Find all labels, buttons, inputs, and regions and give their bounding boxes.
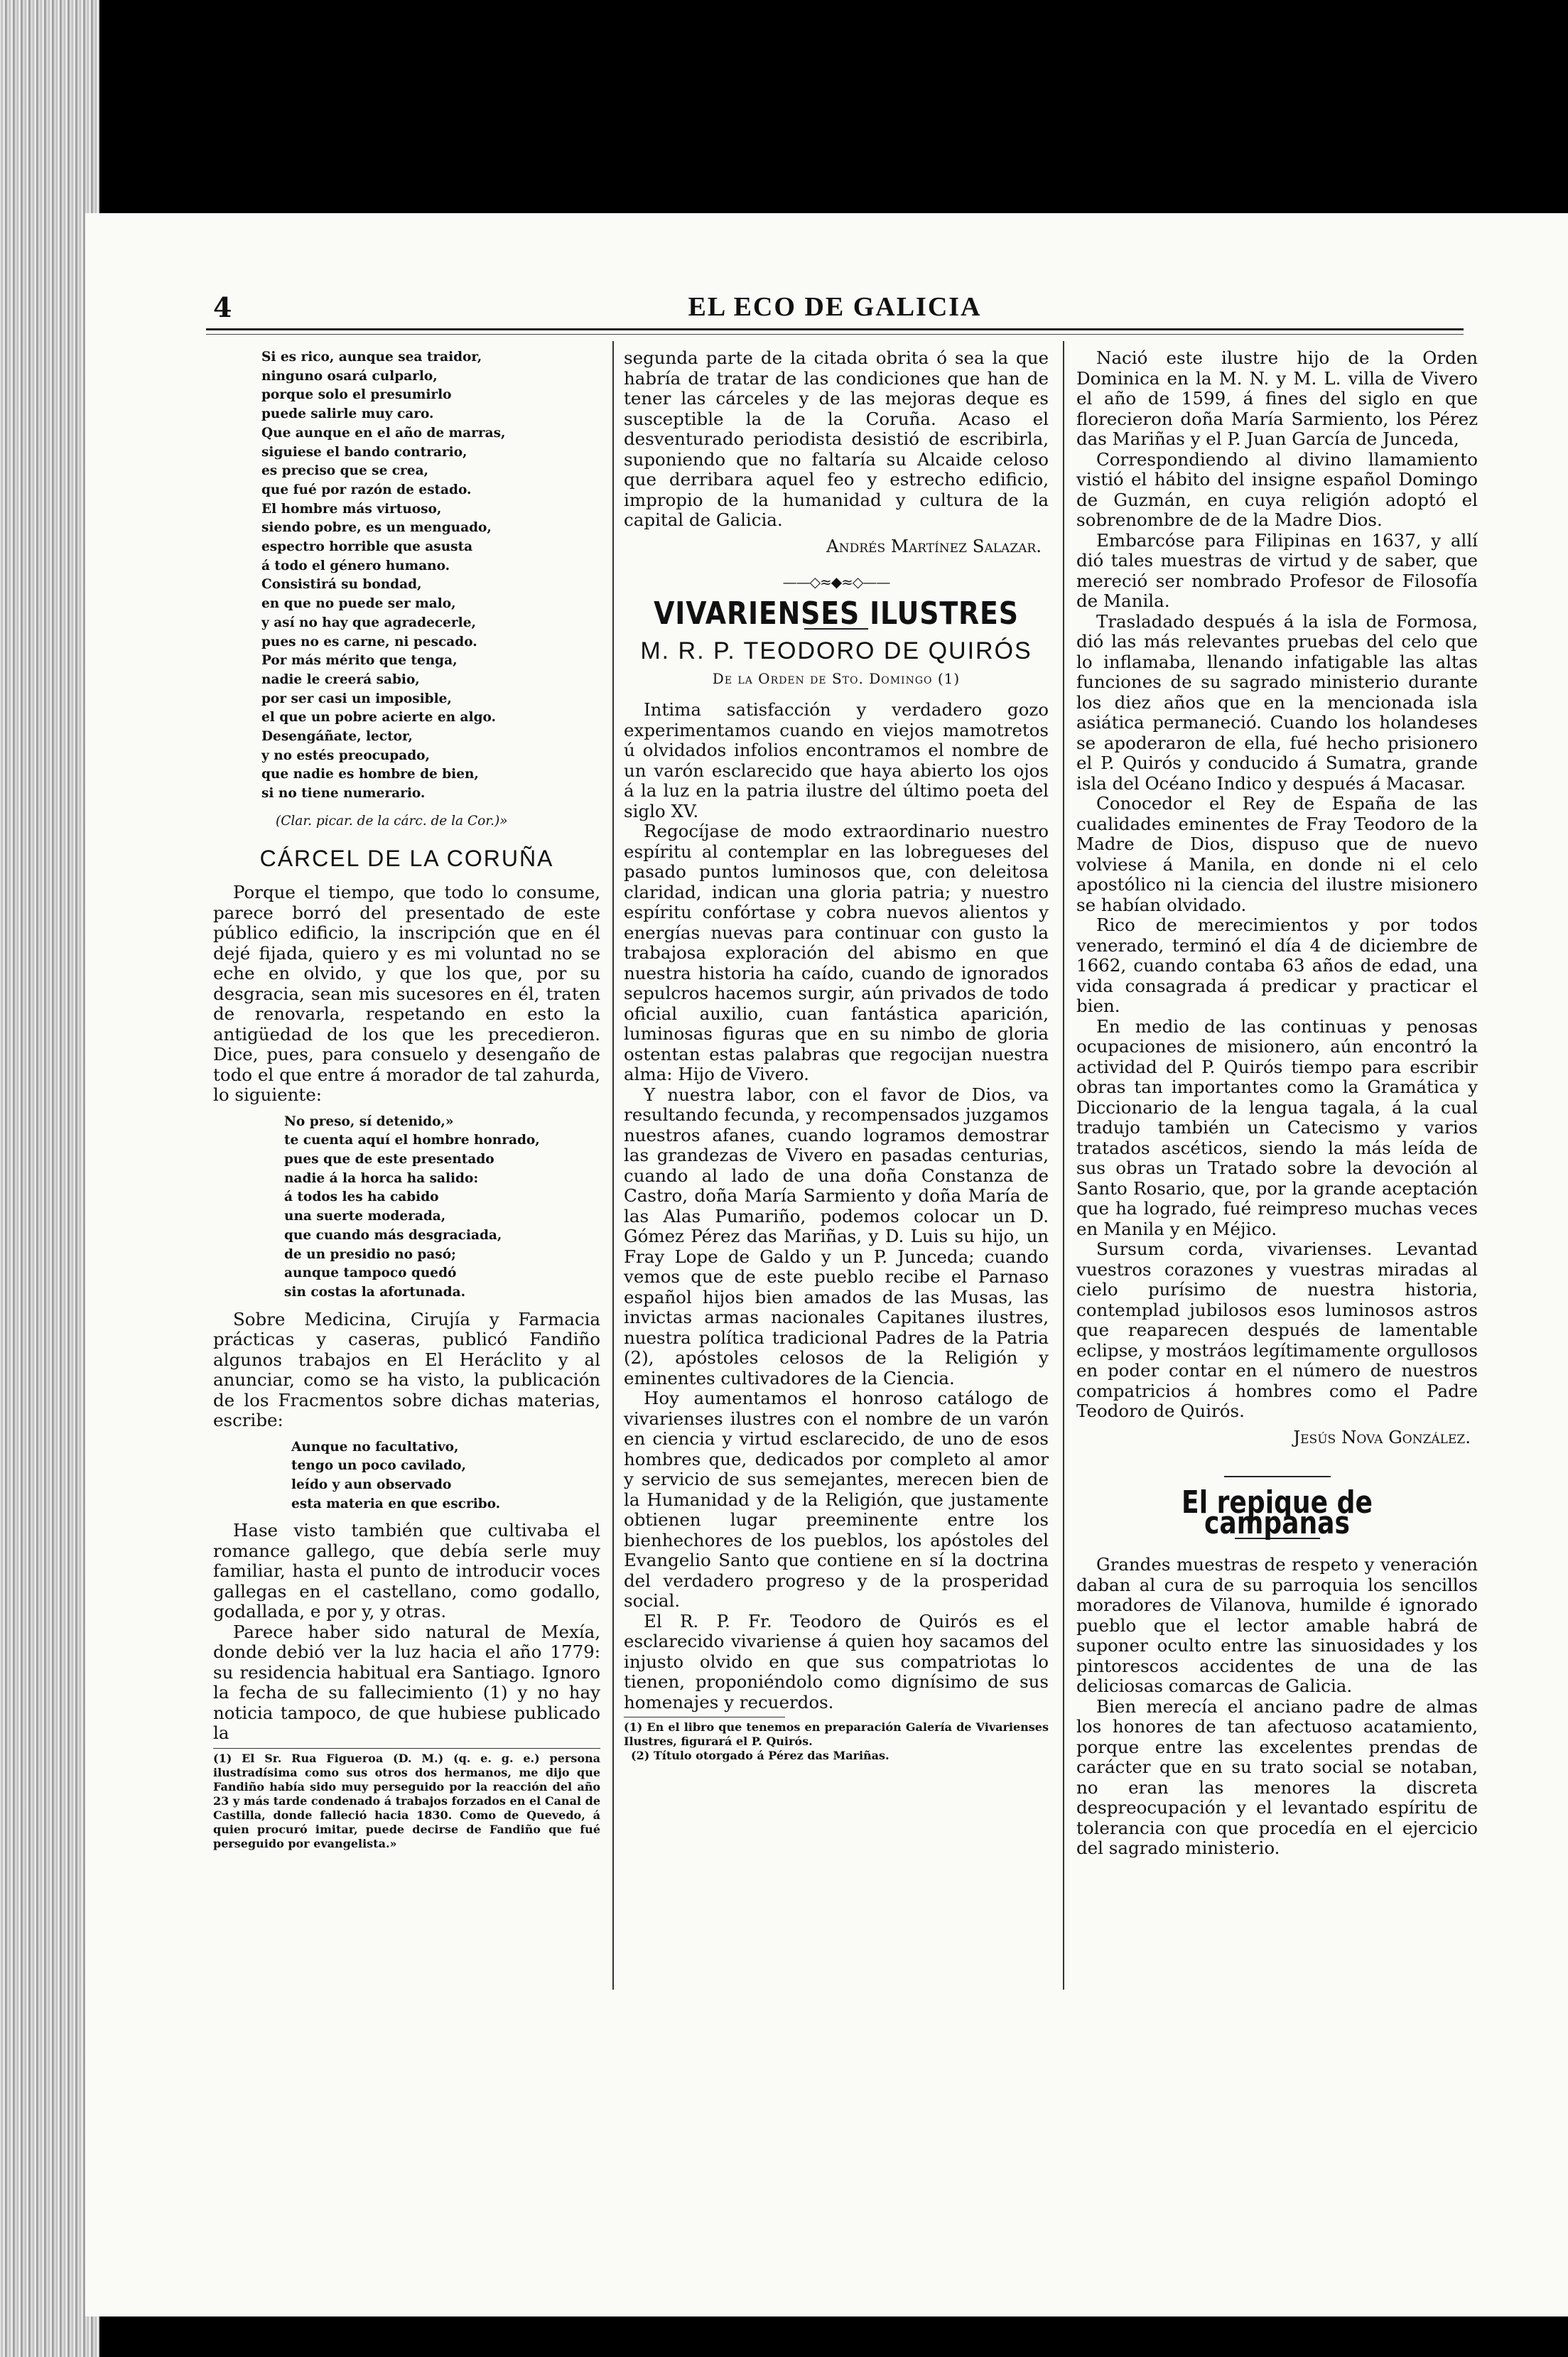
paragraph: Hase visto también que cultivaba el romance gallego, que debía serle muy familiar, hasta el punto de introducir voces gallegas en el castellano, como godallo, godallada, e por y, y otras. [213, 1520, 600, 1622]
article-title: VIVARIENSES ILUSTRES [654, 595, 1019, 632]
verse-line: tengo un poco cavilado, [291, 1458, 466, 1474]
verse-line: de un presidio no pasó; [284, 1246, 456, 1262]
verse-line: Que aunque en el año de marras, [261, 425, 506, 441]
column-3 [1076, 348, 1478, 1859]
verse-line: por ser casi un imposible, [261, 691, 452, 706]
header-rule-thin [206, 334, 1464, 335]
verse-line: nadie á la horca ha salido: [284, 1170, 479, 1186]
verse-line: y no estés preocupado, [261, 748, 430, 763]
paragraph: Correspondiendo al divino llamamiento vistió el hábito del insigne español Domingo de Guzmán, en cuya religión adoptó el sobrenombre de de la Madre Dios. [1076, 448, 1478, 530]
verse-line: ninguno osará culparlo, [261, 368, 438, 384]
column-1 [213, 348, 600, 1851]
paragraph: Regocíjase de modo extraordinario nuestro espíritu al contemplar en las lobregueses del pasado puntos luminosos que, con deleitosa claridad, indican una gloria patria; y nuestro espíritu confórtase y cobra nuevos alientos y energías nuevas para continuar con gusto la trabajosa exploración del abismo en que nuestra historia ha caído, cuando de ignorados sepulcros hacemos surgir, aún privados de todo oficial auxilio, cuan fantástica aparición, luminosas figuras que en su nimbo de gloria ostentan estas palabras que regocijan nuestra alma: Hijo de Vivero. [624, 821, 1049, 1084]
paragraph: En medio de las continuas y penosas ocupaciones de misionero, aún encontró la actividad del P. Quirós tiempo para escribir obras tan importantes como la Gramática y Diccionario de la lengua tagala, á la cual tradujo también un Catecismo y varios tratados ascéticos, siendo la más leída de sus obras un Tratado sobre la devoción al Santo Rosario, que, por la grande aceptación que ha logrado, fué reimpreso muchas veces en Manila y en Méjico. [1076, 1015, 1478, 1239]
verse-line: espectro horrible que asusta [261, 539, 473, 555]
paragraph: Intima satisfacción y verdadero gozo experimentamos cuando en viejos mamotretos ú olvidados infolios encontramos el nombre de un varón esclarecido que haya abierto los ojos á la luz en la patria ilustre del último poeta del siglo XV. [624, 699, 1049, 821]
header-rule [206, 328, 1464, 330]
column-divider [612, 341, 614, 1990]
paragraph: Sobre Medicina, Cirujía y Farmacia prácticas y caseras, publicó Fandiño algunos trabajos en El Heráclito y al anunciar, como se ha visto, la publicación de los Fracmentos sobre dichas materias, escribe: [213, 1308, 600, 1431]
verse-line: Consistirá su bondad, [261, 577, 422, 593]
paragraph: Conocedor el Rey de España de las cualidades eminentes de Fray Teodoro de la Madre de Dios, dispuso que de nuevo volviese á Manila, en donde ni el celo apostólico ni la ciencia del ilustre misionero se habían olvidado. [1076, 793, 1478, 915]
paragraph: Trasladado después á la isla de Formosa, dió las más relevantes pruebas del celo que lo inflamaba, llenando infatigable las altas funciones de su sagrado ministerio durante los diez años que en la mencionada isla asiática permaneció. Cuando los holandeses se apoderaron de ella, fué hecho prisionero el P. Quirós y conducido á Sumatra, grande isla del Océano Indico y después á Macasar. [1076, 610, 1478, 794]
verse-block-2 [213, 1113, 600, 1302]
verse-citation: (Clar. picar. de la cárc. de la Cor.)» [276, 813, 508, 829]
column-2 [624, 348, 1049, 1763]
verse-line: á todo el género humano. [261, 558, 450, 573]
author-signature: Andrés Martínez Salazar. [826, 535, 1042, 556]
verse-line: leído y aun observado [291, 1477, 452, 1493]
paragraph: Sursum corda, vivarienses. Levantad vuestros corazones y vuestras miradas al cielo purísimo de nuestra historia, contemplad jubilosos esos luminosos astros que reaparecen después de lamentable eclipse, y mostráos legítimamente orgullosos en poder contar en el número de nuestros compatricios á hombres como el Padre Teodoro de Quirós. [1076, 1239, 1478, 1421]
verse-line: te cuenta aquí el hombre honrado, [284, 1133, 540, 1148]
page-number: 4 [213, 291, 232, 323]
verse-line: Aunque no facultativo, [291, 1439, 459, 1455]
footnote: (2) Título otorgado á Pérez das Mariñas. [631, 1749, 890, 1762]
section-title: CÁRCEL DE LA CORUÑA [259, 845, 554, 871]
verse-line: y así no hay que agradecerle, [261, 615, 476, 630]
page-header [213, 291, 1456, 327]
column-divider [1063, 341, 1064, 1990]
footnote: (1) El Sr. Rua Figueroa (D. M.) (q. e. g. e.) persona ilustradísima como sus otros dos hermanos, me dijo que Fandiño había sido muy perseguido por la reacción del año 23 y más tarde condenado á trabajos forzados en el Canal de Castilla, donde falleció hacia 1830. Como de Quevedo, á quien procuró imitar, puede decirse de Fandiño que fué perseguido por evangelista.» [213, 1751, 600, 1850]
verse-line: siendo pobre, es un menguado, [261, 520, 492, 536]
verse-line: sin costas la afortunada. [284, 1284, 466, 1300]
verse-line: en que no puede ser malo, [261, 596, 456, 612]
paragraph: Embarcóse para Filipinas en 1637, y allí dió tales muestras de virtud y de saber, que mereció ser nombrado Profesor de Filosofía de Manila. [1076, 529, 1478, 611]
verse-line: Si es rico, aunque sea traidor, [261, 350, 482, 365]
paragraph: Parece haber sido natural de Mexía, donde debió ver la luz hacia el año 1779: su residencia habitual era Santiago. Ignoro la fecha de su fallecimiento (1) y no hay noticia tampoco, de que hubiese publicado la [213, 1621, 600, 1744]
verse-line: que nadie es hombre de bien, [261, 767, 479, 782]
section-divider [1224, 1476, 1331, 1477]
paragraph: Bien merecía el anciano padre de almas los honores de tan afectuoso acatamiento, porque entre las excelentes prendas de carácter que en su trato social se notaban, no eran las menores la discreta despreocupación y el levantado espíritu de tolerancia con que procedía en el ejercicio del sagrado ministerio. [1076, 1695, 1478, 1858]
verse-line: No preso, sí detenido,» [284, 1113, 454, 1129]
paragraph: Hoy aumentamos el honroso catálogo de vivarienses ilustres con el nombre de un varón en ciencia y virtud esclarecido, de uno de esos hombres que, dedicados por completo al amor y servicio de sus semejantes, merecen bien de la Humanidad y de la Religión, que justamente obtienen lugar preeminente entre los bienhechores de los pueblos, los apóstoles del Evangelio Santo que contiene en sí la doctrina del verdadero progreso y de la prosperidad social. [624, 1388, 1049, 1611]
footnote-rule [213, 1748, 600, 1749]
verse-line: pues no es carne, ni pescado. [261, 634, 477, 649]
masthead-title: EL ECO DE GALICIA [688, 292, 982, 322]
verse-line: nadie le creerá sabio, [261, 671, 420, 687]
verse-line: que fué por razón de estado. [261, 482, 472, 497]
verse-line: Desengáñate, lector, [261, 729, 413, 745]
verse-line: el que un pobre acierte en algo. [261, 710, 496, 726]
ornament-divider: ——◇≈◆≈◇—— [782, 573, 890, 590]
verse-block-1 [213, 348, 600, 831]
paragraph: Grandes muestras de respeto y veneración daban al cura de su parroquia los sencillos moradores de Vilanova, humilde é ignorado pueblo que el lector amable habrá de suponer oculto entre las sinuosidades y los pintorescos accidentes de una de las deliciosas comarcas de Galicia. [1076, 1554, 1478, 1696]
paragraph: El R. P. Fr. Teodoro de Quirós es el esclarecido vivariense á quien hoy sacamos del injusto olvido en que sus compatriotas lo tienen, proponiéndolo como dignísimo de sus homenajes y recuerdos. [624, 1610, 1049, 1713]
verse-line: esta materia en que escribo. [291, 1496, 501, 1511]
verse-line: Por más mérito que tenga, [261, 653, 458, 669]
verse-block-3 [213, 1438, 600, 1514]
article-title: El repique de campanas [1182, 1484, 1373, 1541]
verse-line: que cuando más desgraciada, [284, 1227, 502, 1243]
verse-line: siguiese el bando contrario, [261, 444, 467, 460]
paragraph: segunda parte de la citada obrita ó sea la que habría de tratar de las condiciones que han de tener las cárceles y de las mejoras deque es susceptible la de la Coruña. Acaso el desventurado periodista desistió de escribirla, suponiendo que no faltaría su Alcaide celoso que derribara aquel feo y estrecho edificio, impropio de la humanidad y cultura de la capital de Galicia. [624, 347, 1049, 530]
verse-line: porque solo el presumirlo [261, 387, 452, 403]
verse-line: pues que de este presentado [284, 1151, 494, 1167]
verse-line: una suerte moderada, [284, 1209, 446, 1224]
author-signature: Jesús Nova González. [1293, 1426, 1471, 1447]
verse-line: puede salirle muy caro. [261, 406, 434, 422]
footnote: (1) En el libro que tenemos en preparación Galería de Vivarienses Ilustres, figurará el P. Quirós. [624, 1720, 1049, 1748]
article-subtitle: M. R. P. TEODORO DE QUIRÓS [640, 637, 1032, 664]
verse-line: es preciso que se crea, [261, 463, 428, 479]
paragraph: Porque el tiempo, que todo lo consume, parece borró del presentado de este público edificio, la inscripción que en él dejé fijada, quiero y es mi voluntad no se eche en olvido, y que los que, por su desgracia, sean mis sucesores en él, traten de renovarla, respetando en esto la antigüedad de los que les precedieron. Dice, pues, para consuelo y desengaño de todo el que entre á morador de tal zahurda, lo siguiente: [213, 882, 600, 1106]
verse-line: El hombre más virtuoso, [261, 501, 442, 517]
verse-line: aunque tampoco quedó [284, 1266, 457, 1281]
paragraph: Y nuestra labor, con el favor de Dios, va resultando fecunda, y recompensados juzgamos nuestros afanes, cuando logramos demostrar las grandezas de Vivero en pasadas centurias, cuando al lado de una doña Constanza de Castro, doña María Sarmiento y doña María de las Alas Pumariño, podemos colocar un D. Gómez Pérez das Mariñas, y D. Luis su hijo, un Fray Lope de Galdo y un P. Junceda; cuando vemos que de este pueblo recibe el Parnaso español hijos bien amados de las Musas, las invictas armas nacionales Capitanes ilustres, nuestra política tradicional Padres de la Patria (2), apóstoles celosos de la Religión y eminentes cultivadores de la Ciencia. [624, 1084, 1049, 1388]
verse-line: si no tiene numerario. [261, 786, 426, 802]
article-subtitle-2: De la Orden de Sto. Domingo (1) [712, 669, 961, 687]
paragraph: Nació este ilustre hijo de la Orden Dominica en la M. N. y M. L. villa de Vivero el año de 1599, á fines del siglo en que florecieron doña María Sarmiento, los Pérez das Mariñas y el P. Juan García de Junceda, [1076, 347, 1478, 449]
book-binding-edge [0, 0, 99, 2357]
paragraph: Rico de merecimientos y por todos venerado, terminó el día 4 de diciembre de 1662, cuando contaba 63 años de edad, una vida consagrada á predicar y practicar el bien. [1076, 915, 1478, 1016]
verse-line: á todos les ha cabido [284, 1190, 439, 1205]
